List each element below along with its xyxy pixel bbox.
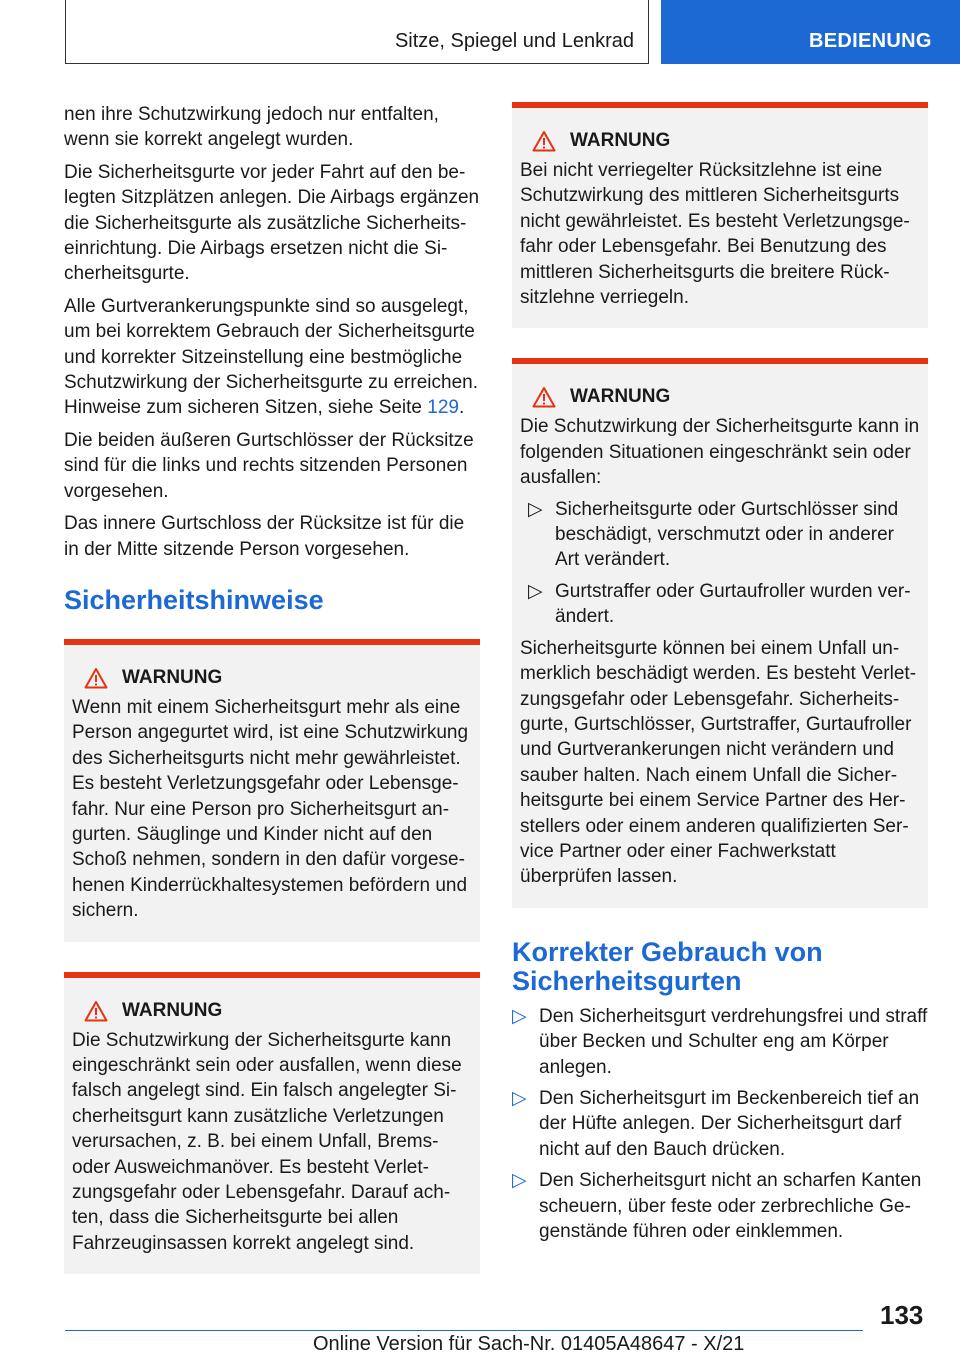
warning-triangle-icon	[532, 386, 556, 408]
warning-title: WARNUNG	[570, 130, 671, 151]
footer-divider	[65, 1330, 863, 1331]
warning-box	[64, 972, 480, 1275]
header-title: Sitze, Spiegel und Lenkrad	[394, 30, 634, 52]
list-item	[504, 1004, 928, 1080]
warning-triangle-icon	[532, 130, 556, 152]
instruction-list	[504, 1004, 928, 1245]
triangle-bullet-icon: ▷	[528, 580, 543, 602]
warning-title: WARNUNG	[122, 999, 223, 1021]
paragraph: Das innere Gurtschloss der Rücksitze ist für die in der Mitte sitzende Person vorgesehen.	[64, 513, 465, 560]
list-item	[504, 1086, 928, 1162]
warning-box	[512, 358, 928, 907]
warning-triangle-icon	[84, 667, 108, 689]
list-item-text: Den Sicherheitsgurt verdrehungsfrei und straff über Becken und Schulter eng am Körper anlegen.	[539, 1005, 928, 1078]
warning-title: WARNUNG	[570, 386, 671, 408]
list-item-text: Den Sicherheitsgurt nicht an scharfen Kanten scheuern, über feste oder zerbrechliche Gegenstände führen oder einklemmen.	[539, 1170, 922, 1242]
paragraph	[64, 294, 480, 421]
list-item-text: Gurtstraffer oder Gurtaufroller wurden verändert.	[555, 580, 911, 628]
warning-header	[520, 128, 920, 154]
triangle-bullet-icon: ▷	[512, 1005, 527, 1027]
warning-header	[520, 384, 920, 410]
header-section-tab	[661, 0, 960, 64]
section-heading: Sicherheitshinweise	[64, 584, 324, 615]
paragraph: Die Sicherheitsgurte vor jeder Fahrt auf den belegten Sitzplätzen anlegen. Die Airbags ergänzen die Sicherheitsgurte als zusätzliche Sicherheitseinrichtung. Die Airbags ersetzen nicht die Sicherheitsgurte.	[64, 161, 480, 285]
triangle-bullet-icon: ▷	[528, 498, 543, 520]
header-title-box	[65, 0, 649, 64]
warning-intro: Die Schutzwirkung der Sicherheitsgurte kann in folgenden Situationen eingeschränkt sein oder ausfallen:	[520, 416, 920, 489]
paragraph-end: .	[459, 397, 465, 419]
warning-text: Wenn mit einem Sicherheitsgurt mehr als eine Person angegurtet wird, ist eine Schutzwirkung des Sicherheitsgurts nicht mehr gewährleistet. Es besteht Verletzungsgefahr oder Lebensgefahr. Nur eine Person pro Sicherheitsgurt angurten. Säuglinge und Kinder nicht auf den Schoß nehmen, sondern in den dafür vorgesehenen Kinderrückhaltesystemen befördern und sichern.	[72, 696, 469, 922]
warning-text: Bei nicht verriegelter Rücksitzlehne ist eine Schutzwirkung des mittleren Sicherheitsgurts nicht gewährleistet. Es besteht Verletzungsgefahr oder Lebensgefahr. Bei Benutzung des mittleren Sicherheitsgurts die breitere Rücksitzlehne verriegeln.	[520, 160, 910, 309]
footer-online-version: Online Version für Sach-Nr. 01405A48647 - X/21	[313, 1333, 745, 1355]
warning-box	[512, 102, 928, 328]
paragraph: nen ihre Schutzwirkung jedoch nur entfalten, wenn sie korrekt angelegt wurden.	[64, 104, 439, 151]
warning-box	[64, 639, 480, 942]
list-item	[504, 1168, 928, 1244]
page-reference-link[interactable]: 129	[427, 397, 459, 419]
warning-list	[520, 497, 920, 630]
triangle-bullet-icon: ▷	[512, 1170, 527, 1192]
warning-text: Die Schutzwirkung der Sicherheitsgurte kann eingeschränkt sein oder ausfallen, wenn diese falsch angelegt sind. Ein falsch angelegter Sicherheitsgurt kann zusätzliche Verletzungen verursachen, z. B. bei einem Unfall, Brems- oder Ausweichmanöver. Es besteht Verletzungsgefahr oder Lebensgefahr. Darauf achten, dass die Sicherheitsgurte bei allen Fahrzeuginsassen korrekt angelegt sind.	[72, 1029, 462, 1254]
warning-header	[72, 998, 472, 1024]
page-number: 133	[880, 1300, 924, 1330]
left-column	[64, 102, 480, 1304]
paragraph-text: Alle Gurtverankerungspunkte sind so ausgelegt, um bei korrektem Gebrauch der Sicherheitsgurte und korrekter Sitzeinstellung eine bestmögliche Schutzwirkung der Sicherheitsgurte zu erreichen. Hinweise zum sicheren Sitzen, siehe Seite	[64, 295, 478, 419]
list-item	[520, 579, 920, 630]
paragraph: Die beiden äußeren Gurtschlösser der Rücksitze sind für die links und rechts sitzenden Personen vorgesehen.	[64, 429, 474, 502]
header-section-label: BEDIENUNG	[809, 30, 932, 52]
list-item	[520, 497, 920, 573]
section-heading: Korrekter Gebrauch von Sicherheitsgurten	[512, 936, 823, 996]
warning-header	[72, 665, 472, 691]
right-column	[512, 102, 928, 1250]
warning-triangle-icon	[84, 1000, 108, 1022]
list-item-text: Sicherheitsgurte oder Gurtschlösser sind beschädigt, verschmutzt oder in anderer Art verändert.	[555, 498, 899, 571]
warning-title: WARNUNG	[122, 666, 223, 688]
triangle-bullet-icon: ▷	[512, 1087, 527, 1109]
list-item-text: Den Sicherheitsgurt im Beckenbereich tief an der Hüfte anlegen. Der Sicherheitsgurt darf nicht auf den Bauch drücken.	[539, 1087, 920, 1160]
warning-text: Sicherheitsgurte können bei einem Unfall unmerklich beschädigt werden. Es besteht Verletzungsgefahr oder Lebensgefahr. Sicherheitsgurte, Gurtschlösser, Gurtstraffer, Gurtaufroller und Gurtverankerungen nicht verändern und sauber halten. Nach einem Unfall die Sicherheitsgurte bei einem Service Partner des Herstellers oder einem anderen qualifizierten Service Partner oder einer Fachwerkstatt überprüfen lassen.	[520, 637, 917, 888]
